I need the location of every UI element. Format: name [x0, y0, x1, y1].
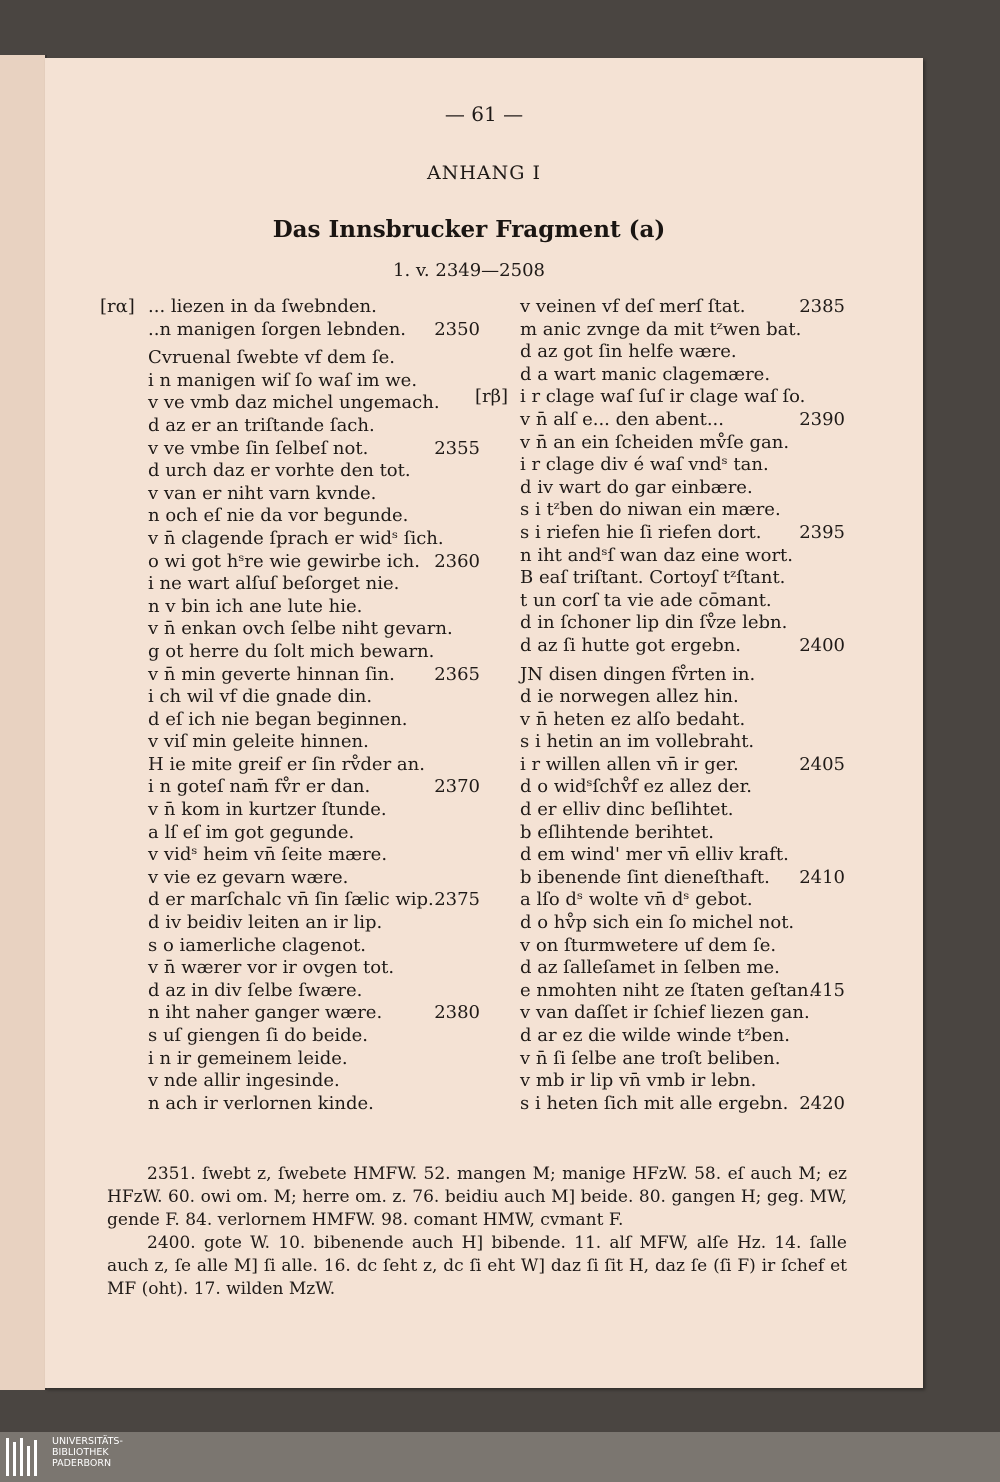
- verse-line: [475, 980, 845, 1003]
- verse-text: m anic zvnge da mit tᶻwen bat.: [520, 318, 802, 340]
- verse-text: Cvruenal ſwebte vf dem ſe.: [148, 347, 395, 369]
- verse-line: [475, 454, 845, 477]
- verse-line: [475, 867, 845, 890]
- verse-text: t un corſ ta vie ade cōmant.: [520, 589, 772, 611]
- folio-marker: [rα]: [100, 296, 135, 317]
- verse-line: [475, 296, 845, 319]
- library-name-line: PADERBORN: [52, 1458, 112, 1469]
- verse-text: H ie mite greif er ſin rv̊der an.: [148, 753, 425, 775]
- verse-text: v vie ez gevarn wære.: [148, 866, 349, 888]
- verse-text: s i heten ſich mit alle ergebn.: [520, 1092, 789, 1114]
- verse-text: d a wart manic clagemære.: [520, 363, 771, 385]
- verse-line: [475, 935, 845, 958]
- verse-line: [100, 505, 480, 528]
- verse-text: v n̄ kom in kurtzer ſtunde.: [148, 799, 387, 821]
- verse-number: 2360: [434, 550, 480, 572]
- verse-text: v van daſſet ir ſchief liezen gan.: [520, 1002, 810, 1024]
- verse-text: d ie norwegen allez hin.: [520, 686, 739, 708]
- verse-line: [475, 709, 845, 732]
- verse-text: s i riefen hie ſi riefen dort.: [520, 521, 762, 543]
- verse-line: [475, 499, 845, 522]
- verse-line: [100, 754, 480, 777]
- verse-line: [475, 1048, 845, 1071]
- verse-text: i ch wil vf die gnade din.: [148, 686, 373, 708]
- verse-line: [100, 1070, 480, 1093]
- verse-line: [475, 889, 845, 912]
- footnote-paragraph: 2400. gote W. 10. bibenende auch H] bibende. 11. alſ MFW, alſe Hz. 14. ſalle auch z, ſe alle M] ſi alle. 16. dc ſeht z, dc ſi eht W] daz ſi ſit H, daz ſe (ſi F) ir ſchef et MF (oht). 17. wilden MzW.: [107, 1233, 847, 1299]
- verse-text: d az got ſin helfe wære.: [520, 341, 737, 363]
- verse-text: s o iamerliche clagenot.: [148, 934, 367, 956]
- verse-text: v n̄ min geverte hinnan ſin.: [148, 663, 395, 685]
- verse-line: [100, 709, 480, 732]
- verse-text: v nde allir ingesinde.: [148, 1070, 340, 1092]
- verse-text: d eſ ich nie began beginnen.: [148, 708, 408, 730]
- verse-text: v van er niht varn kvnde.: [148, 482, 377, 504]
- verse-number: 2400: [799, 634, 845, 656]
- verse-number: 2380: [434, 1002, 480, 1024]
- verse-line: [475, 799, 845, 822]
- verse-text: v vidˢ heim vn̄ ſeite mære.: [148, 844, 388, 866]
- verse-number: 415: [810, 979, 845, 1001]
- verse-text: d az ſalleſamet in ſelben me.: [520, 957, 780, 979]
- verse-line: [100, 1025, 480, 1048]
- verse-line: [100, 296, 480, 319]
- verse-line: [475, 1002, 845, 1025]
- verse-text: a lſo dˢ wolte vn̄ dˢ gebot.: [520, 889, 753, 911]
- verse-number: 2355: [434, 437, 480, 459]
- verse-line: [100, 483, 480, 506]
- verse-line: [475, 912, 845, 935]
- verse-line: [100, 370, 480, 393]
- verse-number: 2370: [434, 776, 480, 798]
- verse-text: v n̄ enkan ovch ſelbe niht gevarn.: [148, 618, 453, 640]
- verse-line: [100, 686, 480, 709]
- verse-line: [475, 432, 845, 455]
- verse-line: [100, 799, 480, 822]
- verse-text: n iht naher ganger wære.: [148, 1002, 383, 1024]
- verse-line: [475, 477, 845, 500]
- verse-text: ... liezen in da ſwebnden.: [148, 296, 377, 317]
- verse-line: [475, 1025, 845, 1048]
- verse-line: [100, 776, 480, 799]
- verse-text: d ar ez die wilde winde tᶻben.: [520, 1025, 790, 1046]
- verse-text: v mb ir lip vn̄ vmb ir lebn.: [520, 1070, 757, 1092]
- verse-text: b ibenende ſint dieneſthaft.: [520, 866, 770, 888]
- verse-text: i r willen allen vn̄ ir ger.: [520, 753, 739, 775]
- verse-line: [100, 618, 480, 641]
- verse-text: s uſ giengen ſi do beide.: [148, 1025, 368, 1046]
- verse-text: n iht andˢſ wan daz eine wort.: [520, 544, 794, 566]
- verse-line: [475, 754, 845, 777]
- verse-text: d urch daz er vorhte den tot.: [148, 460, 411, 482]
- verse-line: [100, 392, 480, 415]
- verse-text: v ve vmb daz michel ungemach.: [148, 392, 440, 414]
- verse-text: o wi got hˢre wie gewirbe ich.: [148, 550, 420, 572]
- left-verse-column: [100, 296, 480, 1115]
- verse-text: d iv wart do gar einbære.: [520, 476, 753, 498]
- verse-text: d er marſchalc vn̄ ſin ſælic wip.: [148, 889, 434, 911]
- library-name-line: UNIVERSITÄTS-: [52, 1436, 123, 1447]
- verse-line: [100, 415, 480, 438]
- appendix-heading: ANHANG I: [427, 162, 541, 184]
- verse-text: n och eſ nie da vor begunde.: [148, 505, 409, 527]
- verse-line: [475, 590, 845, 613]
- verse-text: s i tᶻben do niwan ein mære.: [520, 499, 781, 521]
- verse-line: [100, 528, 480, 551]
- verse-line: [475, 567, 845, 590]
- verse-line: [475, 341, 845, 364]
- verse-line: [100, 1002, 480, 1025]
- verse-line: [100, 347, 480, 370]
- verse-text: i r clage div é waſ vndˢ tan.: [520, 454, 769, 476]
- verse-text: d az ſi hutte got ergebn.: [520, 634, 741, 656]
- library-name: [52, 1436, 123, 1469]
- verse-text: n v bin ich ane lute hie.: [148, 595, 363, 617]
- verse-line: [475, 1093, 845, 1116]
- verse-line: [100, 641, 480, 664]
- library-name-line: BIBLIOTHEK: [52, 1447, 109, 1458]
- library-footer-bar: [0, 1432, 1000, 1482]
- verse-line: [475, 686, 845, 709]
- verse-text: v n̄ ſi ſelbe ane troſt beliben.: [520, 1047, 781, 1069]
- verse-line: [475, 409, 845, 432]
- verse-line: [100, 319, 480, 342]
- book-page: [45, 58, 923, 1388]
- verse-line: [100, 867, 480, 890]
- verse-text: v on ſturmwetere uf dem ſe.: [520, 934, 777, 956]
- previous-page-edge: [0, 55, 47, 1390]
- critical-apparatus: [107, 1163, 847, 1301]
- verse-range: 1. v. 2349—2508: [393, 260, 545, 281]
- verse-line: [475, 545, 845, 568]
- verse-text: g ot herre du ſolt mich bewarn.: [148, 640, 435, 662]
- verse-line: [100, 551, 480, 574]
- verse-line: [100, 438, 480, 461]
- verse-line: [475, 612, 845, 635]
- verse-line: [100, 664, 480, 687]
- verse-line: [475, 319, 845, 342]
- verse-line: [475, 822, 845, 845]
- verse-number: 2390: [799, 408, 845, 430]
- verse-text: v n̄ heten ez alſo bedaht.: [520, 708, 746, 730]
- verse-line: [475, 844, 845, 867]
- verse-line: [475, 522, 845, 545]
- folio-marker: [rβ]: [475, 386, 509, 408]
- right-verse-column: [475, 296, 845, 1115]
- verse-line: [100, 460, 480, 483]
- verse-number: 2395: [799, 521, 845, 543]
- verse-line: [100, 822, 480, 845]
- verse-line: [475, 731, 845, 754]
- verse-text: i r clage waſ ſuſ ir clage waſ ſo.: [520, 386, 806, 408]
- verse-text: v viſ min geleite hinnen.: [148, 731, 369, 753]
- verse-number: 2350: [434, 318, 480, 340]
- verse-line: [475, 664, 845, 687]
- verse-text: B eaſ triſtant. Cortoyſ tᶻſtant.: [520, 567, 786, 589]
- verse-line: [100, 889, 480, 912]
- verse-text: b eſlihtende berihtet.: [520, 821, 715, 843]
- footnote-paragraph: 2351. ſwebt z, ſwebete HMFW. 52. mangen M; manige HFzW. 58. eſ auch M; ez HFzW. 60. owi om. M; herre om. z. 76. beidiu auch M] beide. 80. gangen H; geg. MW, gende F. 84. verlornem HMFW. 98. comant HMW, cvmant F.: [107, 1164, 847, 1230]
- verse-text: v ve vmbe ſin ſelbeſ not.: [148, 437, 369, 459]
- verse-line: [475, 1070, 845, 1093]
- verse-text: JN disen dingen fv̊rten in.: [520, 663, 756, 685]
- verse-number: 2410: [799, 866, 845, 888]
- verse-line: [475, 635, 845, 658]
- verse-line: [100, 573, 480, 596]
- verse-text: i ne wart alſuſ beſorget nie.: [148, 573, 400, 595]
- verse-line: [475, 957, 845, 980]
- verse-text: d o hv̊p sich ein ſo michel not.: [520, 912, 795, 934]
- verse-line: [475, 364, 845, 387]
- verse-number: 2405: [799, 753, 845, 775]
- verse-text: d az in div ſelbe ſwære.: [148, 979, 363, 1001]
- verse-number: 2420: [799, 1092, 845, 1114]
- verse-line: [475, 386, 845, 409]
- verse-text: d az er an triſtande ſach.: [148, 414, 375, 436]
- verse-number: 2385: [799, 296, 845, 317]
- verse-text: v n̄ wærer vor ir ovgen tot.: [148, 957, 395, 979]
- verse-line: [100, 1093, 480, 1116]
- verse-line: [475, 776, 845, 799]
- verse-text: d in ſchoner lip din ſv̊ze lebn.: [520, 612, 788, 634]
- verse-text: v n̄ an ein ſcheiden mv̊ſe gan.: [520, 431, 790, 453]
- verse-line: [100, 935, 480, 958]
- verse-text: v veinen vf deſ merſ ſtat.: [520, 296, 746, 317]
- fragment-title: Das Innsbrucker Fragment (a): [272, 216, 666, 243]
- verse-text: v n̄ alſ e... den abent...: [520, 408, 725, 430]
- verse-text: e nmohten niht ze ſtaten geſtan.: [520, 979, 815, 1001]
- verse-text: n ach ir verlornen kinde.: [148, 1092, 374, 1114]
- verse-text: d er elliv dinc beſlihtet.: [520, 799, 734, 821]
- verse-text: d em wind' mer vn̄ elliv kraft.: [520, 844, 789, 866]
- verse-line: [100, 596, 480, 619]
- verse-text: s i hetin an im vollebraht.: [520, 731, 755, 753]
- verse-text: ..n manigen ſorgen lebnden.: [148, 318, 407, 340]
- verse-text: i n ir gemeinem leide.: [148, 1047, 348, 1069]
- verse-line: [100, 731, 480, 754]
- verse-text: i n goteſ nam̄ fv̊r er dan.: [148, 776, 371, 798]
- library-logo-icon: [4, 1436, 44, 1478]
- verse-number: 2375: [434, 889, 480, 911]
- verse-line: [100, 912, 480, 935]
- verse-line: [100, 844, 480, 867]
- page-number: — 61 —: [444, 102, 524, 126]
- verse-number: 2365: [434, 663, 480, 685]
- verse-text: i n manigen wiſ ſo waſ im we.: [148, 369, 418, 391]
- verse-text: d o widˢſchv̊f ez allez der.: [520, 776, 752, 798]
- verse-line: [100, 957, 480, 980]
- verse-line: [100, 1048, 480, 1071]
- verse-line: [100, 980, 480, 1003]
- verse-text: a lſ eſ im got gegunde.: [148, 821, 355, 843]
- verse-text: d iv beidiv leiten an ir lip.: [148, 912, 383, 934]
- verse-text: v n̄ clagende ſprach er widˢ ſich.: [148, 527, 444, 549]
